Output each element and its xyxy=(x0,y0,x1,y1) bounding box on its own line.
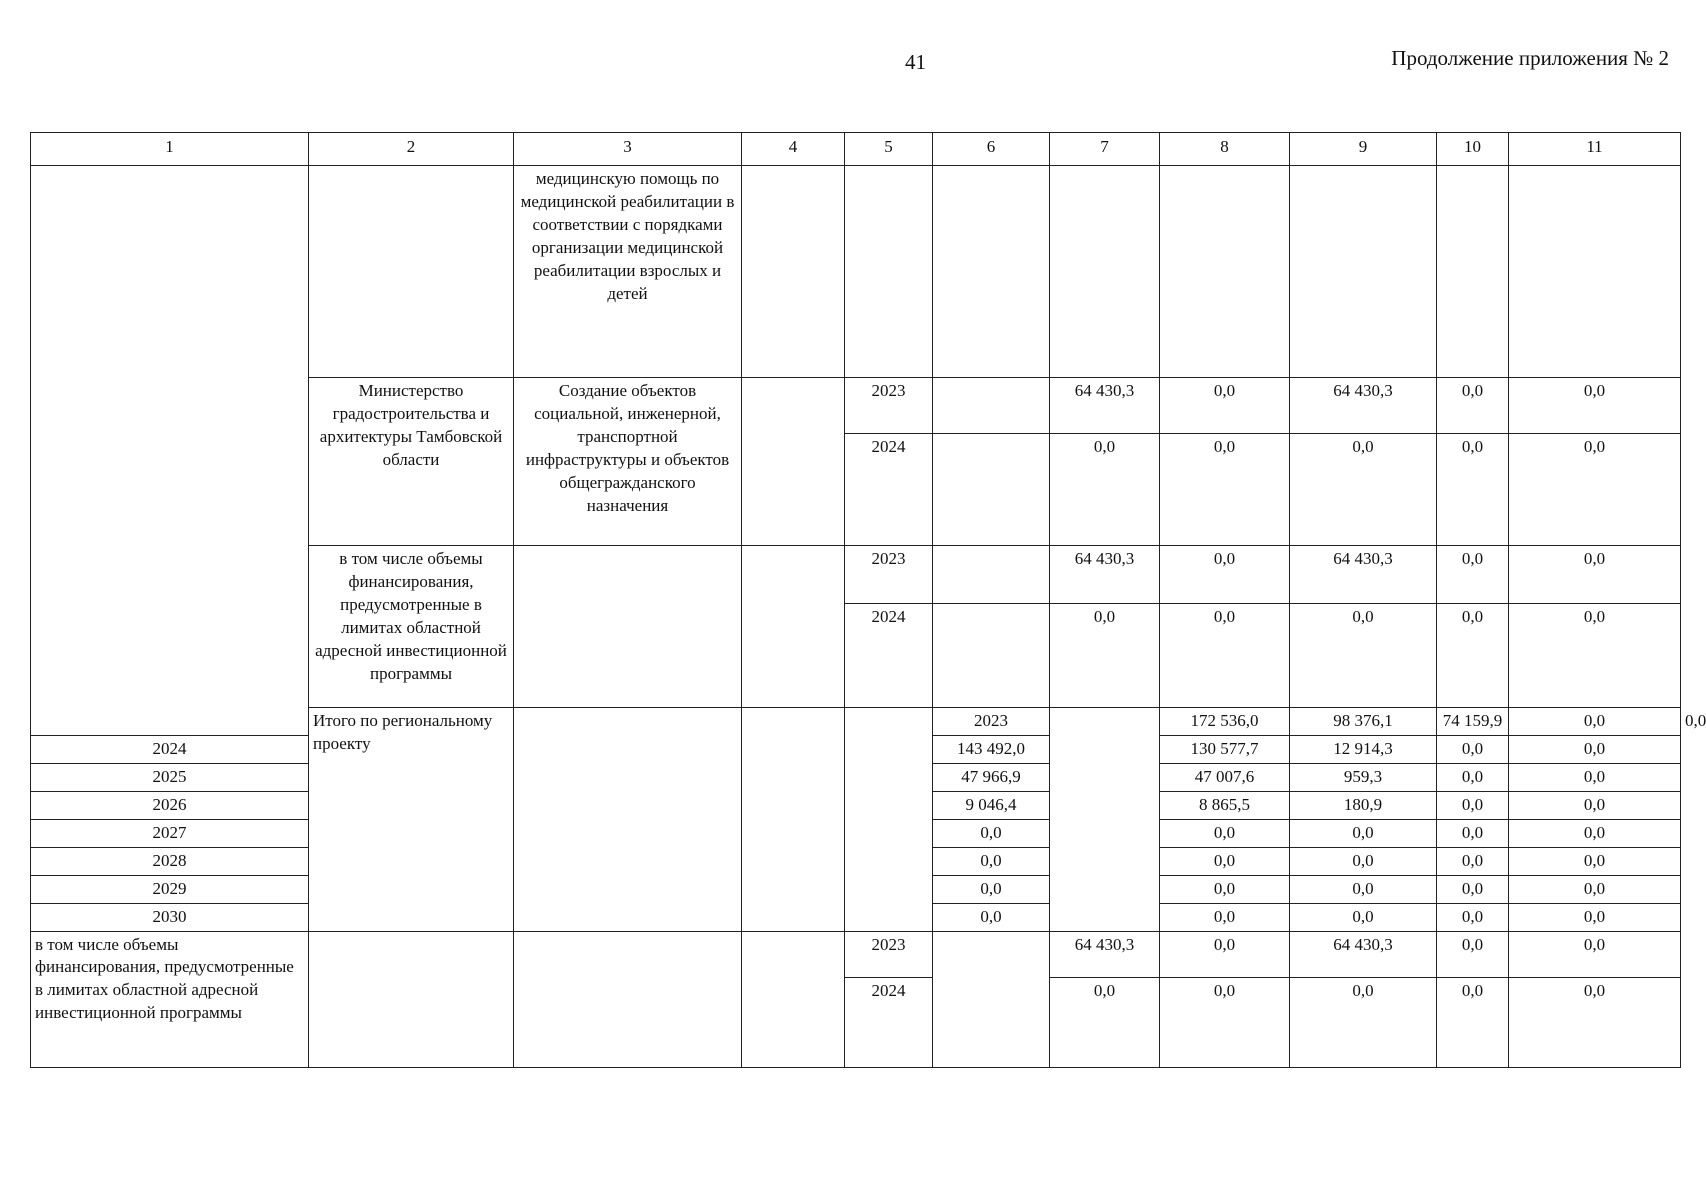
column-header: 5 xyxy=(845,133,933,166)
cell-year: 2023 xyxy=(845,378,933,434)
cell-empty xyxy=(742,166,845,378)
cell-value: 64 430,3 xyxy=(1290,378,1437,434)
cell-value: 0,0 xyxy=(1437,378,1509,434)
cell-value: 0,0 xyxy=(933,847,1050,875)
cell-value: 0,0 xyxy=(1290,875,1437,903)
cell-year: 2024 xyxy=(845,434,933,546)
cell-value: 9 046,4 xyxy=(933,791,1050,819)
cell-value: 47 966,9 xyxy=(933,763,1050,791)
cell-empty xyxy=(514,546,742,708)
cell-empty xyxy=(933,546,1050,604)
cell-value: 0,0 xyxy=(1509,875,1681,903)
cell-year: 2024 xyxy=(845,977,933,1067)
cell-value: 0,0 xyxy=(1509,763,1681,791)
column-header: 1 xyxy=(31,133,309,166)
cell-empty xyxy=(933,434,1050,546)
cell-empty xyxy=(933,604,1050,708)
cell-value: 0,0 xyxy=(1437,903,1509,931)
cell-year: 2030 xyxy=(31,903,309,931)
cell-value: 0,0 xyxy=(1509,378,1681,434)
cell-value: 0,0 xyxy=(1290,847,1437,875)
cell-empty xyxy=(845,708,933,932)
column-header: 6 xyxy=(933,133,1050,166)
cell-empty xyxy=(1050,708,1160,932)
column-header: 2 xyxy=(309,133,514,166)
appendix-table xyxy=(30,132,1706,1068)
cell-value: 64 430,3 xyxy=(1290,546,1437,604)
cell-description: медицинскую помощь по медицинской реабилитации в соответствии с порядками организации медицинской реабилитации взрослых и детей xyxy=(514,166,742,378)
cell-value: 64 430,3 xyxy=(1050,378,1160,434)
cell-value: 0,0 xyxy=(1437,977,1509,1067)
cell-value: 0,0 xyxy=(1509,708,1681,736)
cell-value: 0,0 xyxy=(1160,546,1290,604)
cell-year: 2023 xyxy=(845,546,933,604)
cell-value: 0,0 xyxy=(1437,434,1509,546)
cell-value: 0,0 xyxy=(1160,903,1290,931)
cell-empty xyxy=(31,166,309,736)
cell-empty xyxy=(1050,166,1160,378)
cell-value: 0,0 xyxy=(1050,977,1160,1067)
cell-year: 2024 xyxy=(31,735,309,763)
cell-empty xyxy=(845,166,933,378)
cell-empty xyxy=(514,931,742,1067)
cell-empty xyxy=(1437,166,1509,378)
cell-value: 0,0 xyxy=(1290,903,1437,931)
cell-value: 47 007,6 xyxy=(1160,763,1290,791)
cell-value: 64 430,3 xyxy=(1050,546,1160,604)
cell-empty xyxy=(514,708,742,932)
cell-value: 12 914,3 xyxy=(1290,735,1437,763)
cell-empty xyxy=(1160,166,1290,378)
cell-executor: в том числе объемы финансирования, предусмотренные в лимитах областной адресной инвестиционной программы xyxy=(309,546,514,708)
cell-value: 180,9 xyxy=(1290,791,1437,819)
cell-year: 2026 xyxy=(31,791,309,819)
cell-value: 0,0 xyxy=(1437,931,1509,977)
cell-value: 0,0 xyxy=(1509,847,1681,875)
cell-value: 8 865,5 xyxy=(1160,791,1290,819)
cell-value: 0,0 xyxy=(1509,735,1681,763)
cell-value: 0,0 xyxy=(1509,903,1681,931)
cell-value: 0,0 xyxy=(1160,819,1290,847)
cell-value: 0,0 xyxy=(1509,604,1681,708)
cell-value: 0,0 xyxy=(933,819,1050,847)
cell-year: 2023 xyxy=(845,931,933,977)
cell-value: 0,0 xyxy=(1509,931,1681,977)
cell-empty xyxy=(742,708,845,932)
cell-empty xyxy=(742,378,845,546)
cell-value: 172 536,0 xyxy=(1160,708,1290,736)
cell-value: 0,0 xyxy=(1160,847,1290,875)
cell-value: 0,0 xyxy=(1160,604,1290,708)
cell-value: 0,0 xyxy=(1160,434,1290,546)
cell-year: 2028 xyxy=(31,847,309,875)
cell-value: 0,0 xyxy=(1290,977,1437,1067)
cell-value: 143 492,0 xyxy=(933,735,1050,763)
cell-year: 2027 xyxy=(31,819,309,847)
table-row: Итого по региональному проекту 2023 172 536,0 98 376,1 74 159,9 0,0 0,0 xyxy=(31,708,1681,736)
cell-value: 0,0 xyxy=(1160,977,1290,1067)
cell-value: 74 159,9 xyxy=(1437,708,1509,736)
cell-value: 64 430,3 xyxy=(1290,931,1437,977)
column-header: 3 xyxy=(514,133,742,166)
cell-year: 2023 xyxy=(933,708,1050,736)
cell-executor: Министерство градостроительства и архитектуры Тамбовской области xyxy=(309,378,514,546)
cell-empty xyxy=(742,546,845,708)
cell-value: 0,0 xyxy=(1050,434,1160,546)
cell-year: 2025 xyxy=(31,763,309,791)
cell-value: 0,0 xyxy=(1290,604,1437,708)
cell-value: 0,0 xyxy=(1509,434,1681,546)
cell-empty xyxy=(933,931,1050,1067)
cell-year: 2024 xyxy=(845,604,933,708)
cell-value: 0,0 xyxy=(1437,763,1509,791)
cell-value: 0,0 xyxy=(1437,847,1509,875)
cell-value: 0,0 xyxy=(1437,604,1509,708)
cell-total-label: в том числе объемы финансирования, предусмотренные в лимитах областной адресной инвестиционной программы xyxy=(31,931,309,1067)
cell-value: 0,0 xyxy=(1509,819,1681,847)
column-header: 8 xyxy=(1160,133,1290,166)
cell-empty xyxy=(933,166,1050,378)
cell-value: 0,0 xyxy=(1509,977,1681,1067)
cell-value: 130 577,7 xyxy=(1160,735,1290,763)
cell-value: 0,0 xyxy=(1437,875,1509,903)
cell-value: 0,0 xyxy=(1160,875,1290,903)
cell-empty xyxy=(742,931,845,1067)
cell-value: 0,0 xyxy=(1160,931,1290,977)
cell-empty xyxy=(1290,166,1437,378)
cell-value: 0,0 xyxy=(1290,819,1437,847)
column-header: 10 xyxy=(1437,133,1509,166)
cell-value: 0,0 xyxy=(1290,434,1437,546)
cell-empty xyxy=(309,931,514,1067)
column-header: 11 xyxy=(1509,133,1681,166)
cell-value: 0,0 xyxy=(1437,819,1509,847)
cell-value: 64 430,3 xyxy=(1050,931,1160,977)
cell-value: 0,0 xyxy=(1437,791,1509,819)
table-row xyxy=(31,931,1681,977)
column-header: 7 xyxy=(1050,133,1160,166)
column-number-row xyxy=(31,133,1681,166)
cell-value: 959,3 xyxy=(1290,763,1437,791)
cell-value: 0,0 xyxy=(933,875,1050,903)
cell-total-label: Итого по региональному проекту xyxy=(309,708,514,932)
table-row xyxy=(31,166,1681,378)
cell-value: 98 376,1 xyxy=(1290,708,1437,736)
cell-value: 0,0 xyxy=(1050,604,1160,708)
cell-value: 0,0 xyxy=(1437,735,1509,763)
page-number: 41 xyxy=(905,50,926,74)
continuation-title: Продолжение приложения № 2 xyxy=(1391,46,1669,70)
cell-value: 0,0 xyxy=(1509,546,1681,604)
cell-value: 0,0 xyxy=(1160,378,1290,434)
cell-description: Создание объектов социальной, инженерной, транспортной инфраструктуры и объектов общегражданского назначения xyxy=(514,378,742,546)
cell-empty xyxy=(309,166,514,378)
cell-value: 0,0 xyxy=(1509,791,1681,819)
cell-empty xyxy=(1509,166,1681,378)
cell-value: 0,0 xyxy=(933,903,1050,931)
cell-value: 0,0 xyxy=(1437,546,1509,604)
column-header: 9 xyxy=(1290,133,1437,166)
cell-empty xyxy=(933,378,1050,434)
cell-year: 2029 xyxy=(31,875,309,903)
column-header: 4 xyxy=(742,133,845,166)
